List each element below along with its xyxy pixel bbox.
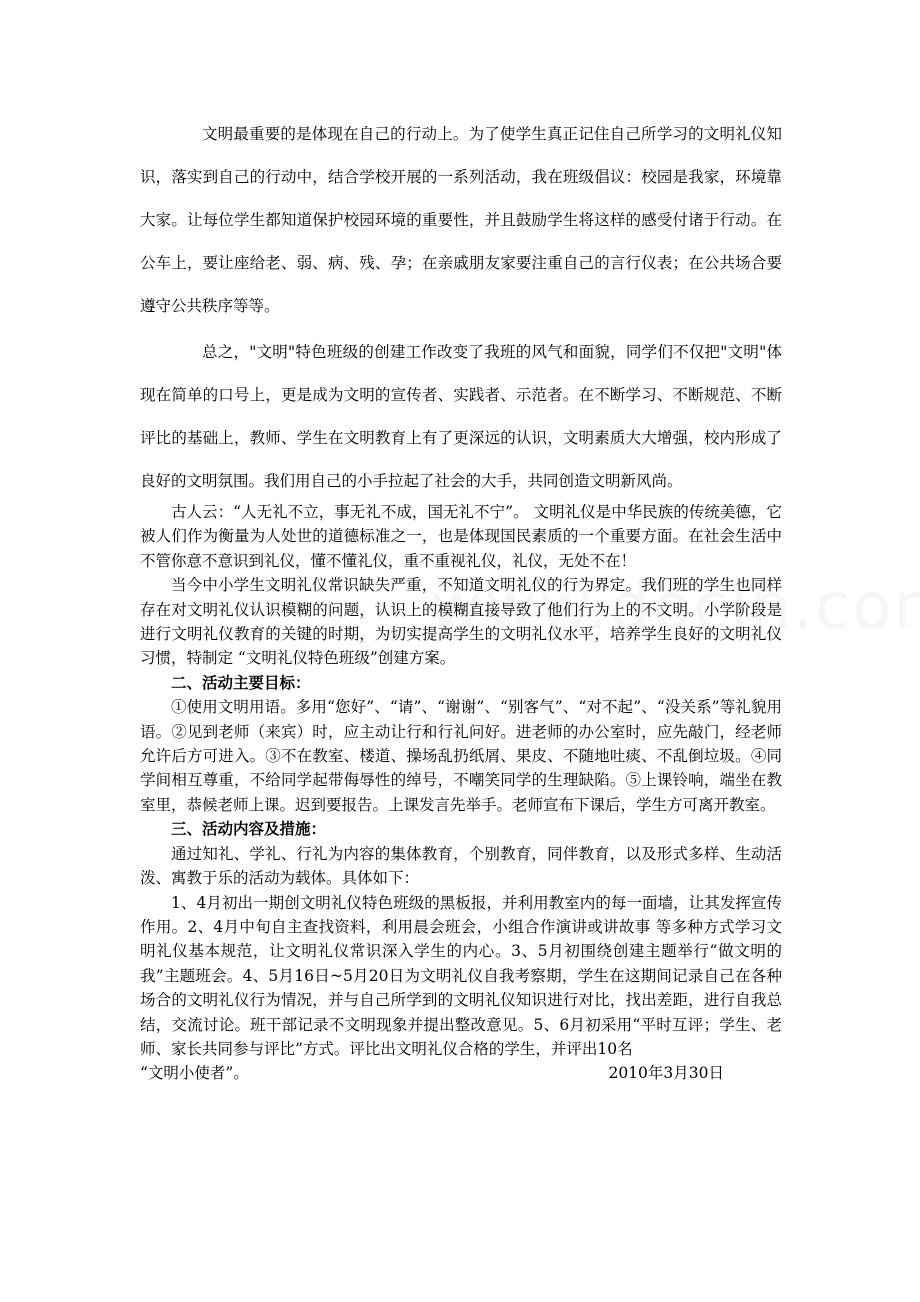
closing-line — [140, 1061, 782, 1085]
paragraph-quote: 古人云：“人无礼不立，事无礼不成，国无礼不宁”。 文明礼仪是中华民族的传统美德，它被人们作为衡量为人处世的道德标准之一，也是体现国民素质的一个重要方面。在社会生活中不管你意不意识到礼仪，懂不懂礼仪，重不重视礼仪，礼仪，无处不在！ — [140, 503, 782, 570]
heading-measures: 三、活动内容及措施： — [171, 819, 327, 839]
paragraph-background: 当今中小学生文明礼仪常识缺失严重，不知道文明礼仪的行为界定。我们班的学生也同样存在对文明礼仪认识模糊的问题，认识上的模糊直接导致了他们行为上的不文明。小学阶段是进行文明礼仪教育的关键的时期，为切实提高学生的文明礼仪水平，培养学生良好的文明礼仪习惯，特制定 “文明礼仪特色班级”创建方案。 — [140, 576, 782, 668]
document-date: 2010年3月30日 — [608, 1064, 724, 1083]
paragraph-summary: 总之，"文明"特色班级的创建工作改变了我班的风气和面貌，同学们不仅把"文明"体现在简单的口号上，更是成为文明的宣传者、实践者、示范者。在不断学习、不断规范、不断评比的基础上，教师、学生在文明教育上有了更深远的认识，文明素质大大增强，校内形成了良好的文明氛围。我们用自己的小手拉起了社会的大手，共同创造文明新风尚。 — [140, 343, 782, 490]
plan-section — [140, 500, 782, 1086]
heading-goals: 二、活动主要目标： — [171, 672, 311, 692]
paragraph-action: 文明最重要的是体现在自己的行动上。为了使学生真正记住自己所学习的文明礼仪知识，落实到自己的行动中，结合学校开展的一系列活动，我在班级倡议：校园是我家，环境靠大家。让每位学生都知道保护校园环境的重要性，并且鼓励学生将这样的感受付诸于行动。在公车上，要让座给老、弱、病、残、孕；在亲戚朋友家要注重自己的言行仪表；在公共场合要遵守公共秩序等等。 — [140, 125, 782, 315]
paragraph-measures-intro: 通过知礼、学礼、行礼为内容的集体教育，个别教育，同伴教育，以及形式多样、生动活泼、寓教于乐的活动为载体。具体如下： — [140, 844, 782, 888]
paragraph-goals: ①使用文明用语。多用“您好”、“请”、“谢谢”、“别客气”、“对不起”、“没关系”等礼貌用语。②见到老师（来宾）时，应主动让行和行礼问好。进老师的办公室时，应先敲门，经老师允许后方可进入。③不在教室、楼道、操场乱扔纸屑、果皮、不随地吐痰、不乱倒垃圾。④同学间相互尊重，不给同学起带侮辱性的绰号，不嘲笑同学的生理缺陷。⑤上课铃响，端坐在教室里，恭候老师上课。迟到要报告。上课发言先举手。老师宣布下课后，学生方可离开教室。 — [140, 698, 782, 814]
closing-text: “文明小使者”。 — [140, 1064, 249, 1083]
paragraph-measures-list: 1、4月初出一期创文明礼仪特色班级的黑板报，并利用教室内的每一面墙，让其发挥宣传作用。2、4月中旬自主查找资料，利用晨会班会，小组合作演讲或讲故事 等多种方式学习文明礼仪基本规范，让文明礼仪常识深入学生的内心。3、5月初围绕创建主题举行“做文明的我”主题班会。4、5月16日~5月20日为文明礼仪自我考察期，学生在这期间记录自己在各种场合的文明礼仪行为情况，并与自己所学到的文明礼仪知识进行对比，找出差距，进行自我总结，交流讨论。班干部记录不文明现象并提出整改意见。5、6月初采用“平时互评；学生、老师、家长共同参与评比”方式。评比出文明礼仪合格的学生，并评出10名 — [140, 893, 782, 1058]
